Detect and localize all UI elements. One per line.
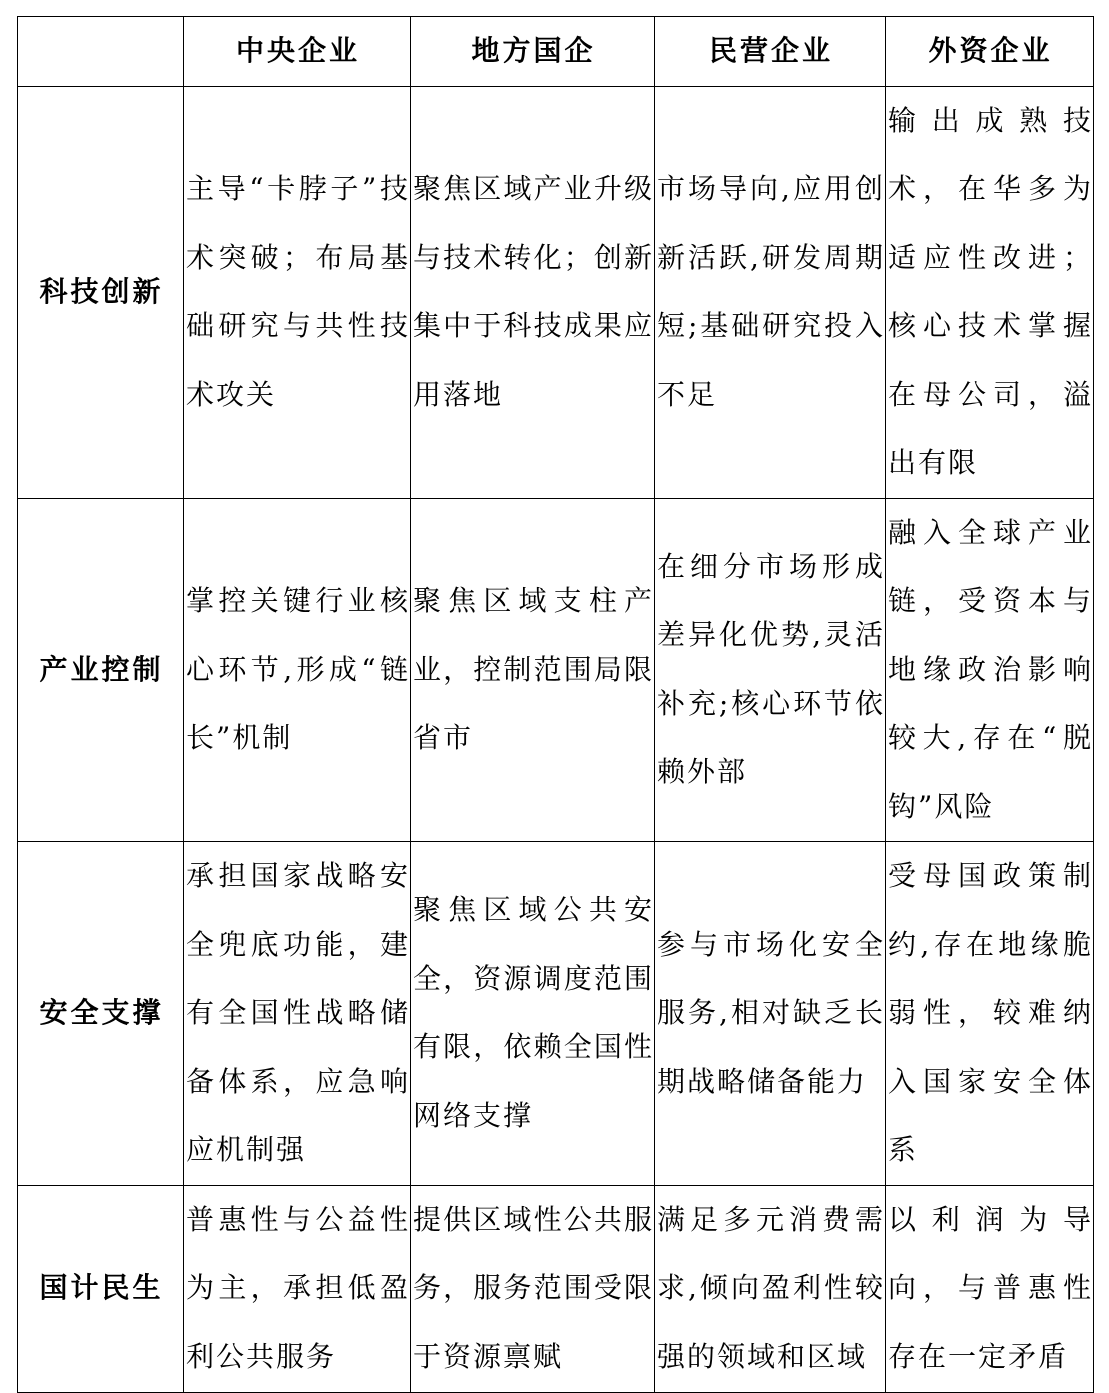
table-cell: 聚焦区域支柱产业，控制范围局限省市 (411, 498, 655, 842)
header-private-enterprise: 民营企业 (655, 17, 886, 87)
row-label-security-support: 安全支撑 (18, 842, 184, 1186)
table-cell: 以利润为导向，与普惠性存在一定矛盾 (886, 1185, 1094, 1392)
table-cell: 融入全球产业链，受资本与地缘政治影响较大,存在“脱钩”风险 (886, 498, 1094, 842)
table-cell: 受母国政策制约,存在地缘脆弱性，较难纳入国家安全体系 (886, 842, 1094, 1186)
table-cell: 聚焦区域公共安全，资源调度范围有限，依赖全国性网络支撑 (411, 842, 655, 1186)
table-cell: 输出成熟技术，在华多为适应性改进；核心技术掌握在母公司，溢出有限 (886, 86, 1094, 498)
table-cell: 在细分市场形成差异化优势,灵活补充;核心环节依赖外部 (655, 498, 886, 842)
table-cell: 聚焦区域产业升级与技术转化；创新集中于科技成果应用落地 (411, 86, 655, 498)
table-row (18, 86, 1094, 498)
table-row (18, 498, 1094, 842)
row-label-tech-innovation: 科技创新 (18, 86, 184, 498)
table-cell: 普惠性与公益性为主，承担低盈利公共服务 (184, 1185, 411, 1392)
table-cell: 主导“卡脖子”技术突破；布局基础研究与共性技术攻关 (184, 86, 411, 498)
table-cell: 满足多元消费需求,倾向盈利性较强的领域和区域 (655, 1185, 886, 1392)
table-row (18, 1185, 1094, 1392)
header-central-enterprise: 中央企业 (184, 17, 411, 87)
corner-cell (18, 17, 184, 87)
comparison-table (17, 16, 1094, 1393)
table-cell: 市场导向,应用创新活跃,研发周期短;基础研究投入不足 (655, 86, 886, 498)
table-cell: 提供区域性公共服务，服务范围受限于资源禀赋 (411, 1185, 655, 1392)
table-row (18, 842, 1094, 1186)
header-row (18, 17, 1094, 87)
row-label-industry-control: 产业控制 (18, 498, 184, 842)
table-cell: 参与市场化安全服务,相对缺乏长期战略储备能力 (655, 842, 886, 1186)
table-cell: 承担国家战略安全兜底功能，建有全国性战略储备体系，应急响应机制强 (184, 842, 411, 1186)
header-foreign-enterprise: 外资企业 (886, 17, 1094, 87)
header-local-soe: 地方国企 (411, 17, 655, 87)
row-label-livelihood: 国计民生 (18, 1185, 184, 1392)
table-cell: 掌控关键行业核心环节,形成“链长”机制 (184, 498, 411, 842)
